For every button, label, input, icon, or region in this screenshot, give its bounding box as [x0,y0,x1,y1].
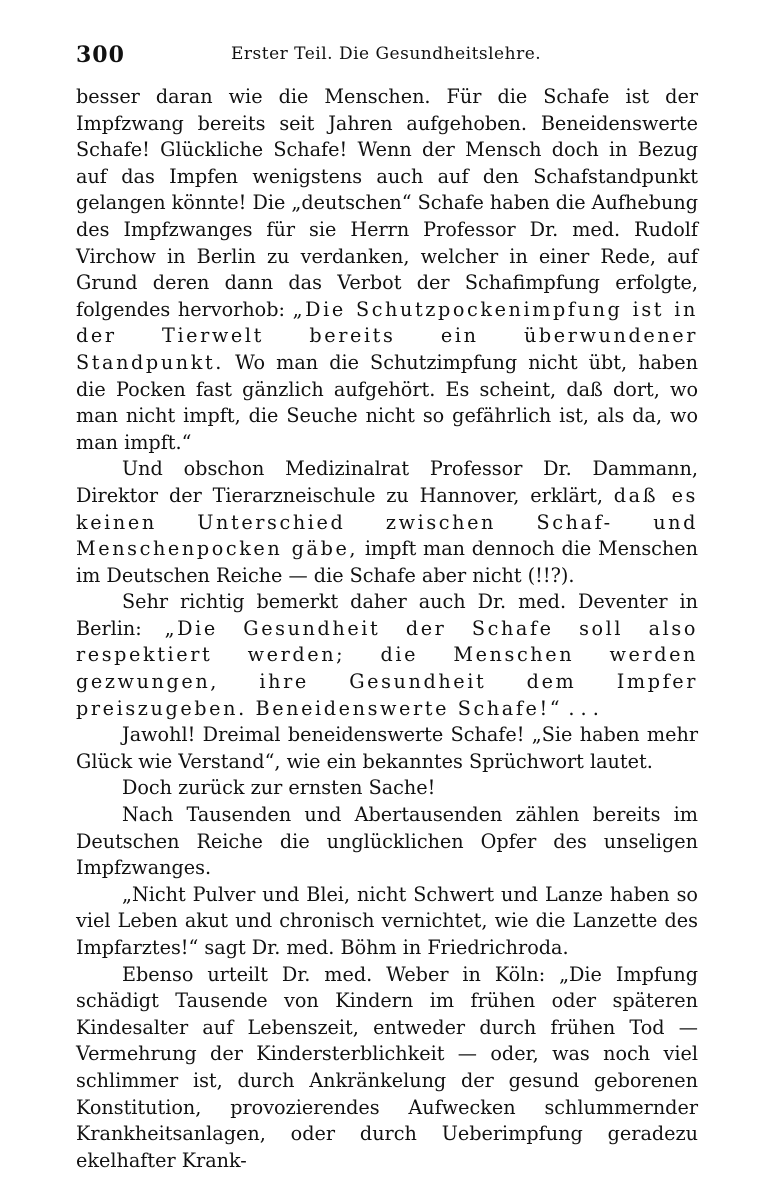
book-page [76,38,698,1174]
paragraph [76,962,698,1175]
text-run: Nach Tausenden und Abertausenden zählen bereits im Deutschen Reiche die unglücklichen Opfer des unseligen Impfzwanges. [76,803,698,880]
text-run: Doch zurück zur ernsten Sache! [122,776,436,800]
running-head: Erster Teil. Die Gesundheitslehre. [231,44,542,64]
text-run: Jawohl! Dreimal beneidenswerte Schafe! „Sie haben mehr Glück wie Verstand“, wie ein bekanntes Sprüchwort lautet. [76,723,698,773]
text-run: Wo man die Schutzimpfung nicht übt, haben die Pocken fast gänzlich aufgehört. Es scheint, daß dort, wo man nicht impft, die Seuche nicht so gefährlich ist, als da, wo man impft.“ [76,350,698,454]
body-text [76,84,698,1174]
text-run: „Nicht Pulver und Blei, nicht Schwert und Lanze haben so viel Leben akut und chronisch vernichtet, wie die Lanzette des Impfarztes!“ sagt Dr. med. Böhm in Friedrichroda. [76,882,698,959]
paragraph [76,589,698,722]
paragraph [76,775,698,802]
paragraph [76,84,698,456]
text-run: besser daran wie die Menschen. Für die Schafe ist der Impfzwang bereits seit Jahren aufgehoben. Beneidenswerte Schafe! Glückliche Schafe! Wenn der Mensch doch in Bezug auf das Impfen wenigstens auch auf den Schafstandpunkt gelangen könnte! Die „deutschen“ Schafe haben die Aufhebung des Impfzwanges für sie Herrn Professor Dr. med. Rudolf Virchow in Berlin zu verdanken, welcher in einer Rede, auf Grund deren dann das Verbot der Schafimpfung erfolgte, folgendes hervorhob: [76,85,698,321]
paragraph [76,802,698,882]
paragraph [76,882,698,962]
paragraph [76,722,698,775]
page-number: 300 [76,42,125,68]
emphasized-quote: „Die Gesundheit der Schafe soll also respektiert werden; die Menschen werden gezwungen, ihre Gesundheit dem Impfer preiszugeben. Beneidenswerte Schafe!“ [76,616,698,720]
text-run: impft man dennoch die Menschen im Deutschen Reiche — die Schafe aber nicht (!!?). [76,537,698,587]
text-run: Sehr richtig bemerkt daher auch Dr. med. Deventer in Berlin: [76,590,698,640]
page-header [76,38,698,72]
text-run: Und obschon Medizinalrat Professor Dr. Dammann, Direktor der Tierarzneischule zu Hannover, erklärt, [76,457,698,507]
emphasized-text: daß es keinen Unterschied zwischen Schaf- und Menschenpocken gäbe, [76,483,698,561]
text-run: . . . [562,696,599,720]
paragraph [76,456,698,589]
text-run: Ebenso urteilt Dr. med. Weber in Köln: „Die Impfung schädigt Tausende von Kindern im frühen oder späteren Kindesalter auf Lebenszeit, entweder durch frühen Tod — Vermehrung der Kindersterblichkeit — oder, was noch viel schlimmer ist, durch Ankränkelung der gesund geborenen Konstitution, provozierendes Aufwecken schlummernder Krankheitsanlagen, oder durch Ueberimpfung geradezu ekelhafter Krank- [76,962,698,1172]
emphasized-quote: „Die Schutzpockenimpfung ist in der Tierwelt bereits ein überwundener Standpunkt. [76,297,698,374]
